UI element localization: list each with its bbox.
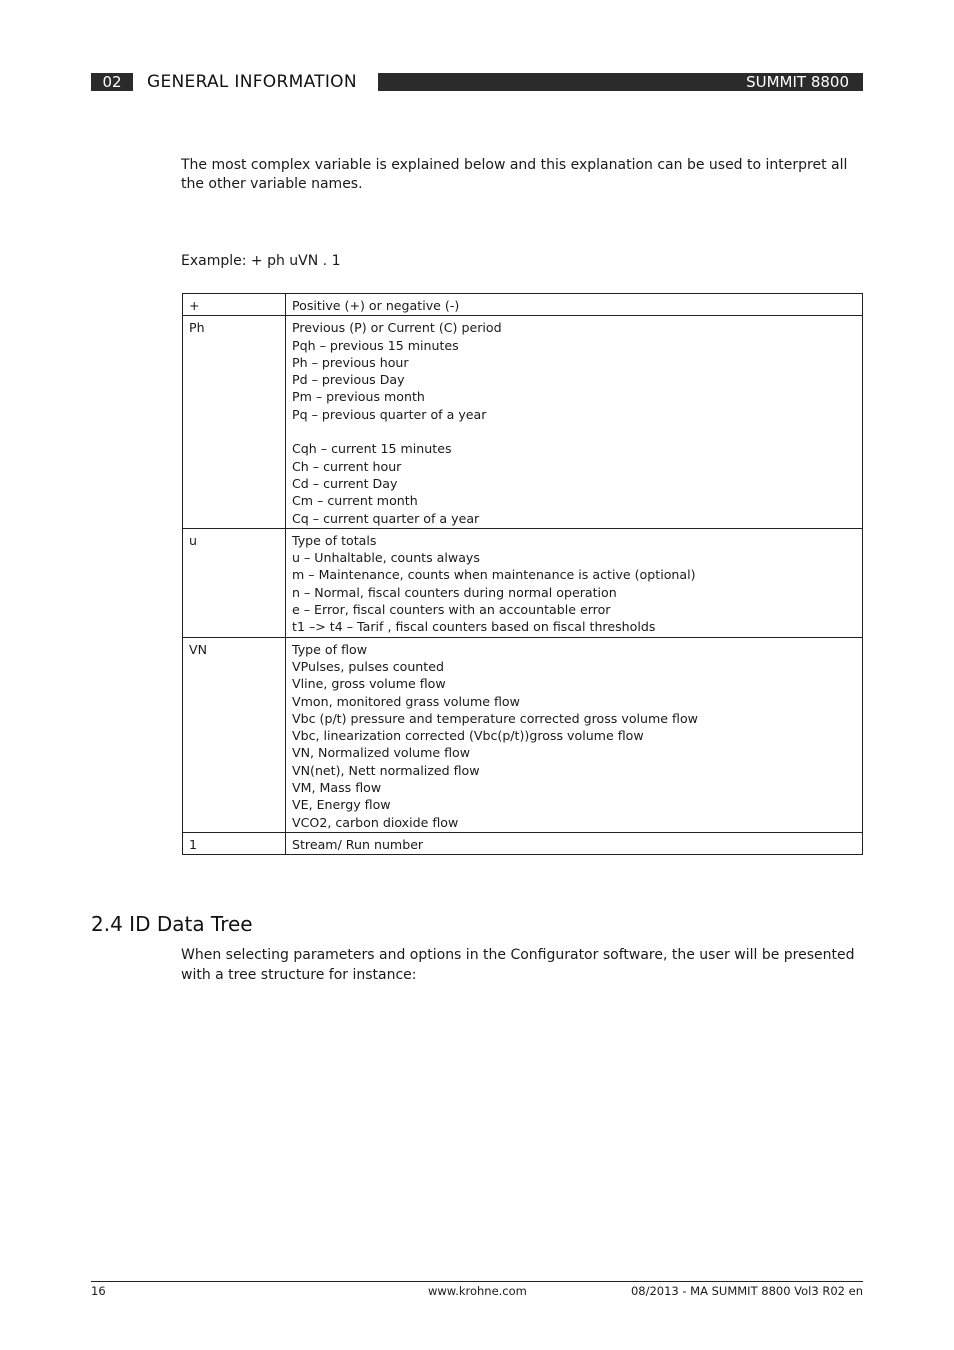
footer-website: www.krohne.com [428, 1284, 527, 1298]
section-body: When selecting parameters and options in the Configurator software, the user will be presented with a tree structure for instance: [181, 947, 855, 983]
description-line: VN(net), Nett normalized flow [292, 762, 480, 778]
table-row [183, 316, 863, 529]
variable-key: Ph [183, 316, 286, 529]
description-line: Vbc (p/t) pressure and temperature corrected gross volume flow [292, 710, 698, 726]
description-line: Type of totals [292, 532, 377, 548]
variable-key: VN [183, 637, 286, 832]
description-line: Ch – current hour [292, 458, 402, 474]
variable-key: u [183, 528, 286, 637]
description-line: t1 –> t4 – Tarif , fiscal counters based on fiscal thresholds [292, 619, 656, 635]
description-line: VPulses, pulses counted [292, 658, 444, 674]
description-line: m – Maintenance, counts when maintenance is active (optional) [292, 567, 696, 583]
description-line: e – Error, fiscal counters with an accountable error [292, 602, 611, 618]
variable-key: + [183, 294, 286, 316]
description-line: Previous (P) or Current (C) period [292, 320, 502, 336]
description-line: Vline, gross volume flow [292, 676, 446, 692]
table-row [183, 637, 863, 832]
description-line: VN, Normalized volume flow [292, 745, 471, 761]
chapter-number: 02 [91, 73, 133, 91]
description-line: Pd – previous Day [292, 372, 405, 388]
footer-doc-ref: 08/2013 - MA SUMMIT 8800 Vol3 R02 en [630, 1284, 863, 1298]
table-row [183, 294, 863, 316]
description-line: Vmon, monitored grass volume flow [292, 693, 520, 709]
page-header [91, 73, 863, 91]
variable-table [182, 293, 863, 855]
description-line: Pm – previous month [292, 389, 425, 405]
description-line: n – Normal, fiscal counters during normal operation [292, 584, 617, 600]
table-row [183, 528, 863, 637]
description-line: Pq – previous quarter of a year [292, 406, 487, 422]
description-line: Vbc, linearization corrected (Vbc(p/t))gross volume flow [292, 728, 644, 744]
description-line: Pqh – previous 15 minutes [292, 337, 459, 353]
variable-description [286, 637, 863, 832]
page-number: 16 [91, 1284, 106, 1298]
description-line: VM, Mass flow [292, 780, 382, 796]
description-line: Cqh – current 15 minutes [292, 441, 452, 457]
description-line: Positive (+) or negative (-) [292, 298, 460, 313]
description-line: VE, Energy flow [292, 797, 391, 813]
variable-key: 1 [183, 832, 286, 854]
header-bar [378, 73, 863, 91]
description-line: Type of flow [292, 641, 368, 657]
variable-description [286, 294, 863, 316]
description-line: Ph – previous hour [292, 354, 409, 370]
variable-description [286, 528, 863, 637]
description-line: u – Unhaltable, counts always [292, 550, 480, 566]
variable-description [286, 316, 863, 529]
section-title: 2.4 ID Data Tree [91, 912, 253, 936]
description-line [292, 423, 856, 440]
description-line: VCO2, carbon dioxide flow [292, 814, 459, 830]
product-name: SUMMIT 8800 [746, 73, 849, 91]
table-row [183, 832, 863, 854]
description-line: Stream/ Run number [292, 836, 424, 852]
description-line: Cd – current Day [292, 475, 398, 491]
example-line: Example: + ph uVN . 1 [181, 253, 341, 269]
description-line: Cm – current month [292, 493, 418, 509]
intro-paragraph: The most complex variable is explained below and this explanation can be used to interpret all the other variable names. [181, 157, 848, 192]
footer-rule [91, 1281, 863, 1282]
variable-description [286, 832, 863, 854]
description-line: Cq – current quarter of a year [292, 510, 480, 526]
chapter-title: GENERAL INFORMATION [147, 72, 357, 92]
